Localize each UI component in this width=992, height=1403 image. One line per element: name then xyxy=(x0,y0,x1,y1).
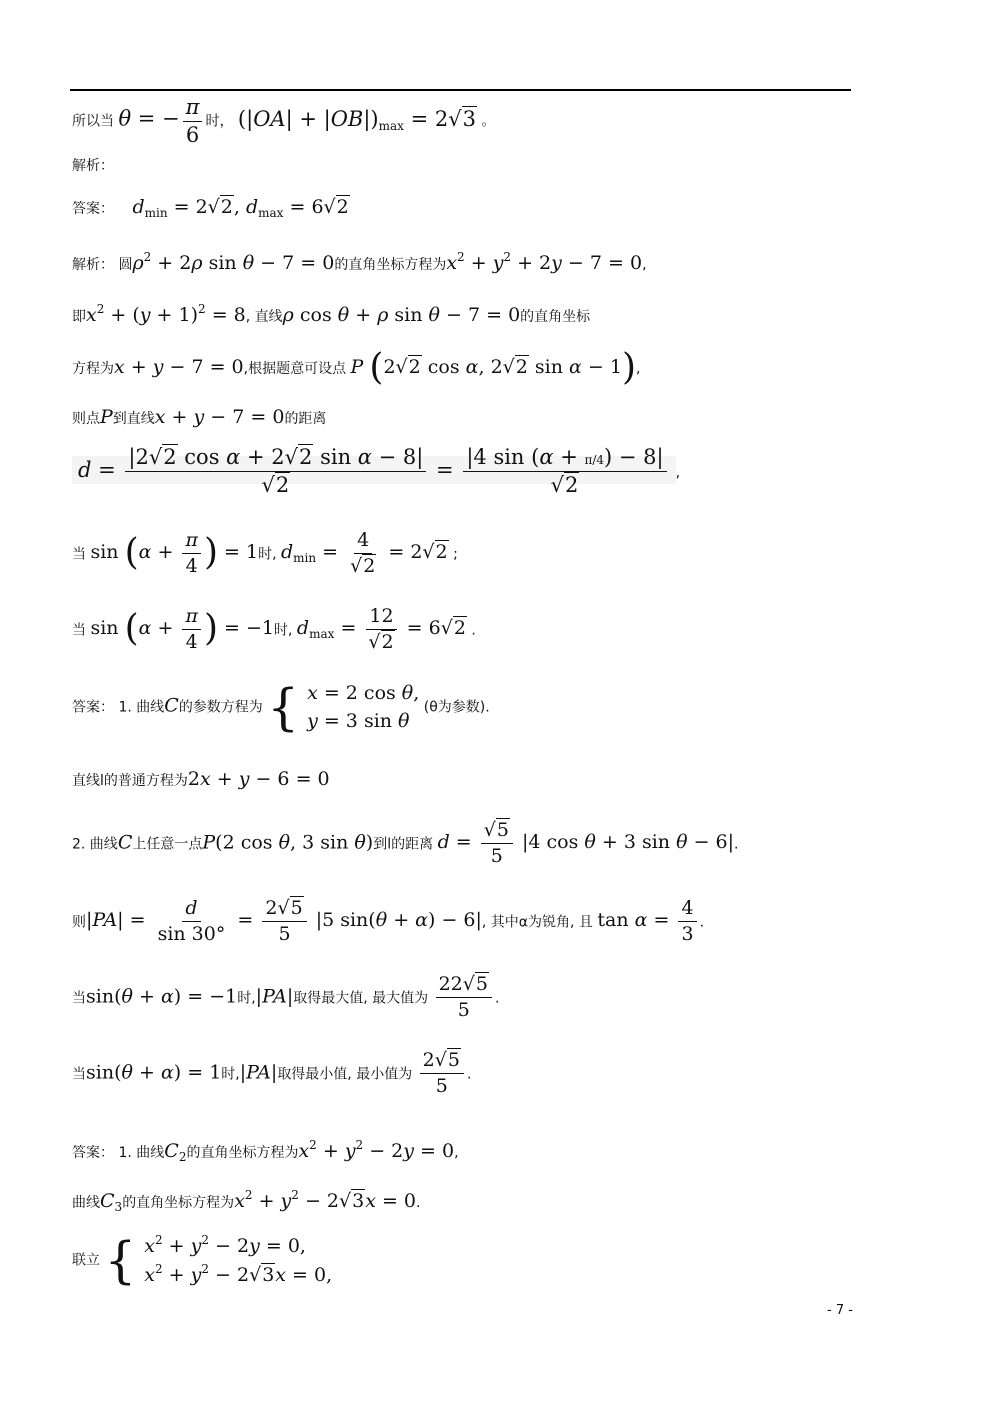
text: 的距离 xyxy=(284,411,327,427)
line-circle: 即$x^2 + (y + 1)^2 = 8$, 直线ρ cos θ + ρ sin θ − 7 = 0的直角坐标 xyxy=(72,302,591,326)
line-line-l: 直线l的普通方程为2x + y − 6 = 0 xyxy=(72,768,330,790)
text: (θ为参数). xyxy=(423,699,490,716)
text: 的直角坐标 xyxy=(520,309,591,325)
line-max: 当 sin (α + $\frac{\pi}{4}$ ) = −1时, $d_{max}$ = $\frac{12}{√2}$ = 6√2 . xyxy=(72,605,476,653)
text: 答案： xyxy=(72,201,114,217)
text: 即 xyxy=(72,309,86,325)
text: , 其中α为锐角, 且 xyxy=(481,914,593,931)
line-pa-max: 当sin(θ + α) = −1时,|PA|取得最大值, 最大值为 $\frac{22√5}{5}$ . xyxy=(72,973,500,1021)
line-distance-formula: d = $\frac{\text{|2√2 cos α + 2√2 sin α − 8|}}{√2}$ = $\frac{|4 \sin (\alpha + \pi/4) - 8|}{√2}$ , xyxy=(72,446,680,497)
line-c3: 曲线$C_3$的直角坐标方程为$x^2 + y^2 - 2√3x = 0$. xyxy=(72,1188,421,1214)
text: 则点 xyxy=(72,411,100,427)
text: 的直角坐标方程为 xyxy=(122,1195,235,1211)
text: 上任意一点 xyxy=(132,836,203,853)
line-system: 联立 { $x^2 + y^2 - 2y = 0$, $x^2 + y^2 - 2√3x = 0$, xyxy=(72,1231,333,1290)
text: 。 xyxy=(481,113,496,130)
line-distance-intro: 则点P到直线x + y − 7 = 0的距离 xyxy=(72,406,327,428)
line-pa-min: 当sin(θ + α) = 1时,|PA|取得最小值, 最小值为 $\frac{2√5}{5}$ . xyxy=(72,1049,472,1097)
text: ,根据题意可设点 xyxy=(243,361,347,377)
header-rule xyxy=(70,89,851,91)
text: 当 xyxy=(72,1066,86,1083)
page-number: - 7 - xyxy=(827,1303,853,1318)
text: 答案： xyxy=(72,1145,114,1161)
text: 圆 xyxy=(118,257,133,273)
text: 方程为 xyxy=(72,361,114,377)
text: 当 xyxy=(72,546,86,563)
line-analysis-1 xyxy=(72,155,114,175)
line-curve-point: 2. 曲线C上任意一点P(2 cos θ, 3 sin θ)到l的距离 d = $\frac{√5}{5}$ |4 cos θ + 3 sin θ − 6|. xyxy=(72,819,739,867)
text: 取得最小值, 最小值为 xyxy=(277,1066,413,1083)
line-conclusion: 所以当 θ = − $\frac{\pi}{6}$ 时， $(|OA| + |OB|)_{max} = 2√3$ 。 xyxy=(72,95,496,148)
text: 到l的距离 xyxy=(373,836,434,853)
text: 联立 xyxy=(72,1252,100,1269)
text: 时, xyxy=(258,546,277,563)
text: 直线 xyxy=(254,309,283,325)
text: 2. 曲线 xyxy=(72,836,118,853)
text: 的参数方程为 xyxy=(178,699,263,716)
text: 1. 曲线 xyxy=(118,1145,165,1161)
text: 到直线 xyxy=(112,411,155,427)
line-answer-3: 答案： 1. 曲线$C_2$的直角坐标方程为$x^2 + y^2 - 2y = 0$, xyxy=(72,1138,459,1164)
text: 时, xyxy=(274,622,293,639)
line-point-p: 方程为x + y − 7 = 0,根据题意可设点 P (2√2 cos α, 2√2 sin α − 1), xyxy=(72,347,641,388)
text: 直线l的普通方程为 xyxy=(72,773,188,789)
text: 取得最大值, 最大值为 xyxy=(293,990,429,1007)
text: 解析： xyxy=(72,257,114,273)
line-pa: 则|PA| = $\frac{d}{\sin 30^\circ}$ = $\frac{2√5}{5}$ |5 sin(θ + α) − 6|, 其中α为锐角, 且 tan α = $\frac{4}{3}$ . xyxy=(72,897,705,945)
text: 1. 曲线 xyxy=(118,699,165,716)
text: 的直角坐标方程为 xyxy=(334,257,447,273)
text: 时， xyxy=(205,113,234,130)
line-answer-2: 答案： 1. 曲线C的参数方程为 { x = 2 cos θ, y = 3 sin θ (θ为参数). xyxy=(72,678,490,737)
text: 答案： xyxy=(72,699,114,716)
text: 解析： xyxy=(72,158,114,174)
text: 时, xyxy=(237,990,256,1007)
line-answer-1: 答案： $d_{min} = 2√2$, $d_{max} = 6√2$ xyxy=(72,196,349,220)
line-analysis-2: 解析： 圆$\rho^2 + 2\rho$ sin θ − 7 = 0的直角坐标方程为$x^2 + y^2 + 2y - 7 = 0$, xyxy=(72,250,647,274)
line-min: 当 sin (α + $\frac{\pi}{4}$ ) = 1时, $d_{min}$ = $\frac{4}{√2}$ = 2√2 ; xyxy=(72,529,458,577)
text: 当 xyxy=(72,622,86,639)
text: 则 xyxy=(72,914,86,931)
text: 当 xyxy=(72,990,86,1007)
text: 所以当 xyxy=(72,113,114,130)
text: 时, xyxy=(221,1066,240,1083)
text: 曲线 xyxy=(72,1195,100,1211)
text: 的直角坐标方程为 xyxy=(186,1145,299,1161)
